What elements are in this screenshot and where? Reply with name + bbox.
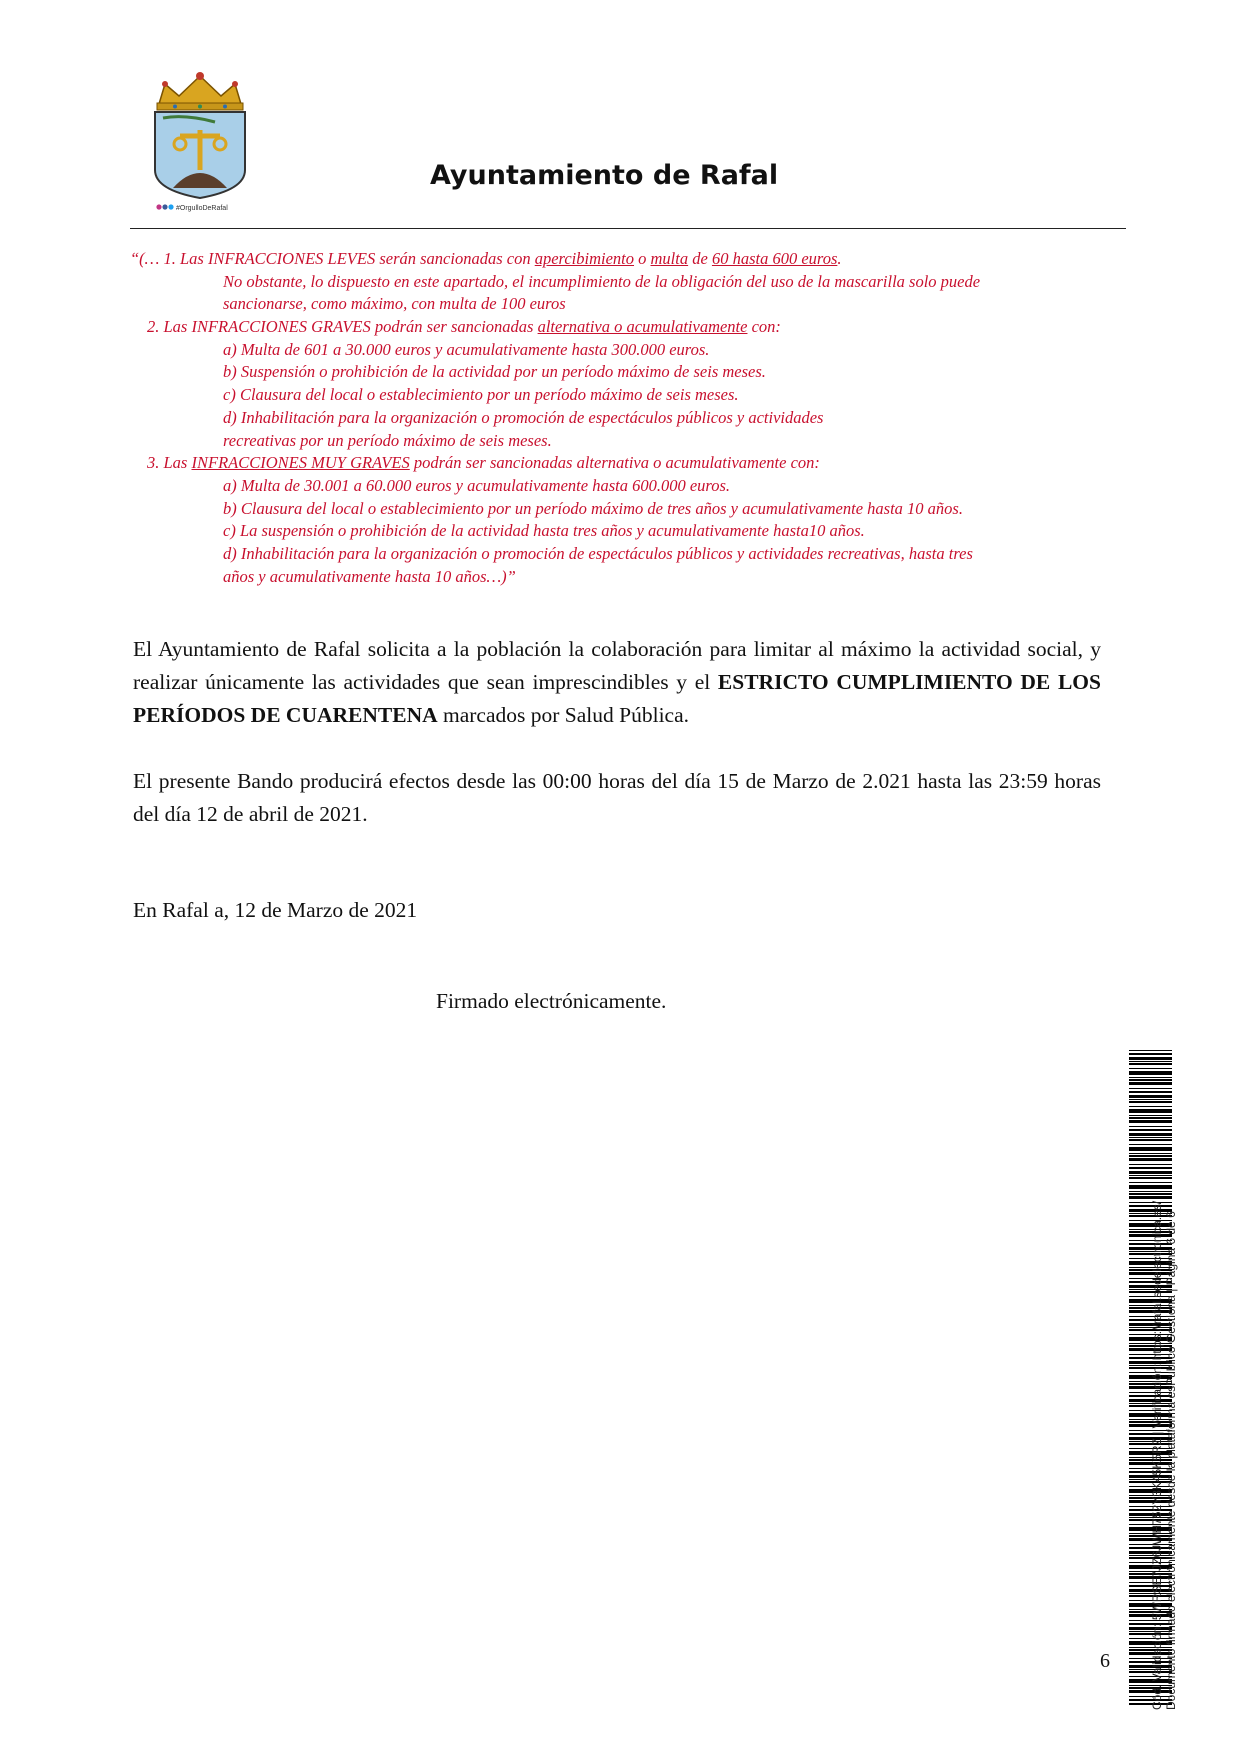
- quote-text: d) Inhabilitación para la organización o promoción de espectáculos públicos y actividades recreativas, hasta tres: [223, 543, 973, 563]
- quote-text: o: [634, 249, 651, 268]
- quote-line: [130, 430, 1120, 453]
- quote-line: [130, 339, 1120, 362]
- header-divider: [130, 228, 1126, 229]
- quote-line: [130, 316, 1120, 339]
- page-number: 6: [1100, 1650, 1110, 1672]
- quote-text: c) La suspensión o prohibición de la actividad hasta tres años y acumulativamente hasta10 años.: [223, 521, 865, 541]
- quote-text: con:: [747, 317, 781, 337]
- quote-text: d) Inhabilitación para la organización o promoción de espectáculos públicos y actividades: [223, 407, 824, 427]
- quote-line: [130, 361, 1120, 384]
- underlined-text: INFRACCIONES MUY GRAVES: [191, 453, 410, 473]
- emphasis-text: ESTRICTO CUMPLIMIENTO DE LOS PERÍODOS DE CUARENTENA: [133, 670, 1101, 727]
- quote-line: [130, 384, 1120, 407]
- quote-line: [130, 248, 1120, 271]
- quote-text: podrán ser sancionadas alternativa o acumulativamente con:: [409, 453, 820, 473]
- quote-text: recreativas por un período máximo de seis meses.: [223, 430, 552, 450]
- page-title: Ayuntamiento de Rafal: [430, 160, 779, 191]
- quote-text: b) Clausura del local o establecimiento por un período máximo de tres años y acumulativamente hasta 10 años.: [223, 498, 963, 518]
- crest-hashtag: #OrgulloDeRafal: [176, 205, 228, 212]
- quote-line: [130, 271, 1120, 294]
- quote-line: [130, 498, 1120, 521]
- quote-text: 3. Las: [147, 453, 192, 473]
- quote-text: a) Multa de 601 a 30.000 euros y acumulativamente hasta 300.000 euros.: [223, 339, 710, 359]
- quote-text: sancionarse, como máximo, con multa de 100 euros: [223, 294, 566, 314]
- quote-text: c) Clausura del local o establecimiento por un período máximo de seis meses.: [223, 385, 739, 405]
- quote-line: [130, 452, 1120, 475]
- quote-text: No obstante, lo dispuesto en este apartado, el incumplimiento de la obligación del uso de la mascarilla solo puede: [223, 271, 981, 291]
- quote-text: de: [688, 249, 712, 268]
- quote-text: b) Suspensión o prohibición de la actividad por un período máximo de seis meses.: [223, 362, 766, 382]
- quote-line: [130, 475, 1120, 498]
- underlined-text: apercibimiento: [534, 249, 635, 268]
- quote-text: “(… 1. Las INFRACCIONES LEVES serán sancionadas con: [130, 249, 535, 268]
- date-line: En Rafal a, 12 de Marzo de 2021: [133, 898, 418, 922]
- verification-line: Cód. Validación: 5WRSE7JZ6JWH752Y3K45K5RZ | Verificación: https://rafal.sedelectronica.es/: [1150, 1200, 1164, 1710]
- quote-text: a) Multa de 30.001 a 60.000 euros y acumulativamente hasta 600.000 euros.: [223, 475, 731, 495]
- quote-line: [130, 520, 1120, 543]
- paragraph-text: El Ayuntamiento de Rafal solicita a la población la colaboración para limitar al máximo la actividad social, y realizar únicamente las actividades que sean imprescindibles y el: [133, 637, 1101, 694]
- municipal-crest-logo: [145, 70, 255, 212]
- signature-line: Firmado electrónicamente.: [436, 989, 667, 1013]
- quote-line: [130, 293, 1120, 316]
- quoted-regulation: [130, 248, 1120, 588]
- underlined-text: multa: [650, 249, 689, 268]
- quote-line: [130, 566, 1120, 589]
- paragraph-effective-dates: El presente Bando producirá efectos desde las 00:00 horas del día 15 de Marzo de 2.021 hasta las 23:59 horas del día 12 de abril de 2021.: [133, 769, 1101, 826]
- quote-line: [130, 543, 1120, 566]
- quote-text: años y acumulativamente hasta 10 años…)”: [223, 566, 516, 586]
- verification-line: Documento firmado electrónicamente desde la plataforma esPublico Gestiona | Página 6 de 6: [1164, 1211, 1178, 1710]
- quote-line: [130, 407, 1120, 430]
- underlined-text: 60 hasta 600 euros: [711, 249, 838, 268]
- quote-text: .: [837, 249, 842, 268]
- underlined-text: alternativa o acumulativamente: [537, 317, 748, 337]
- quote-text: 2. Las INFRACCIONES GRAVES podrán ser sancionadas: [147, 317, 538, 337]
- paragraph-collaboration: [133, 633, 1101, 732]
- paragraph-text: marcados por Salud Pública.: [437, 703, 690, 727]
